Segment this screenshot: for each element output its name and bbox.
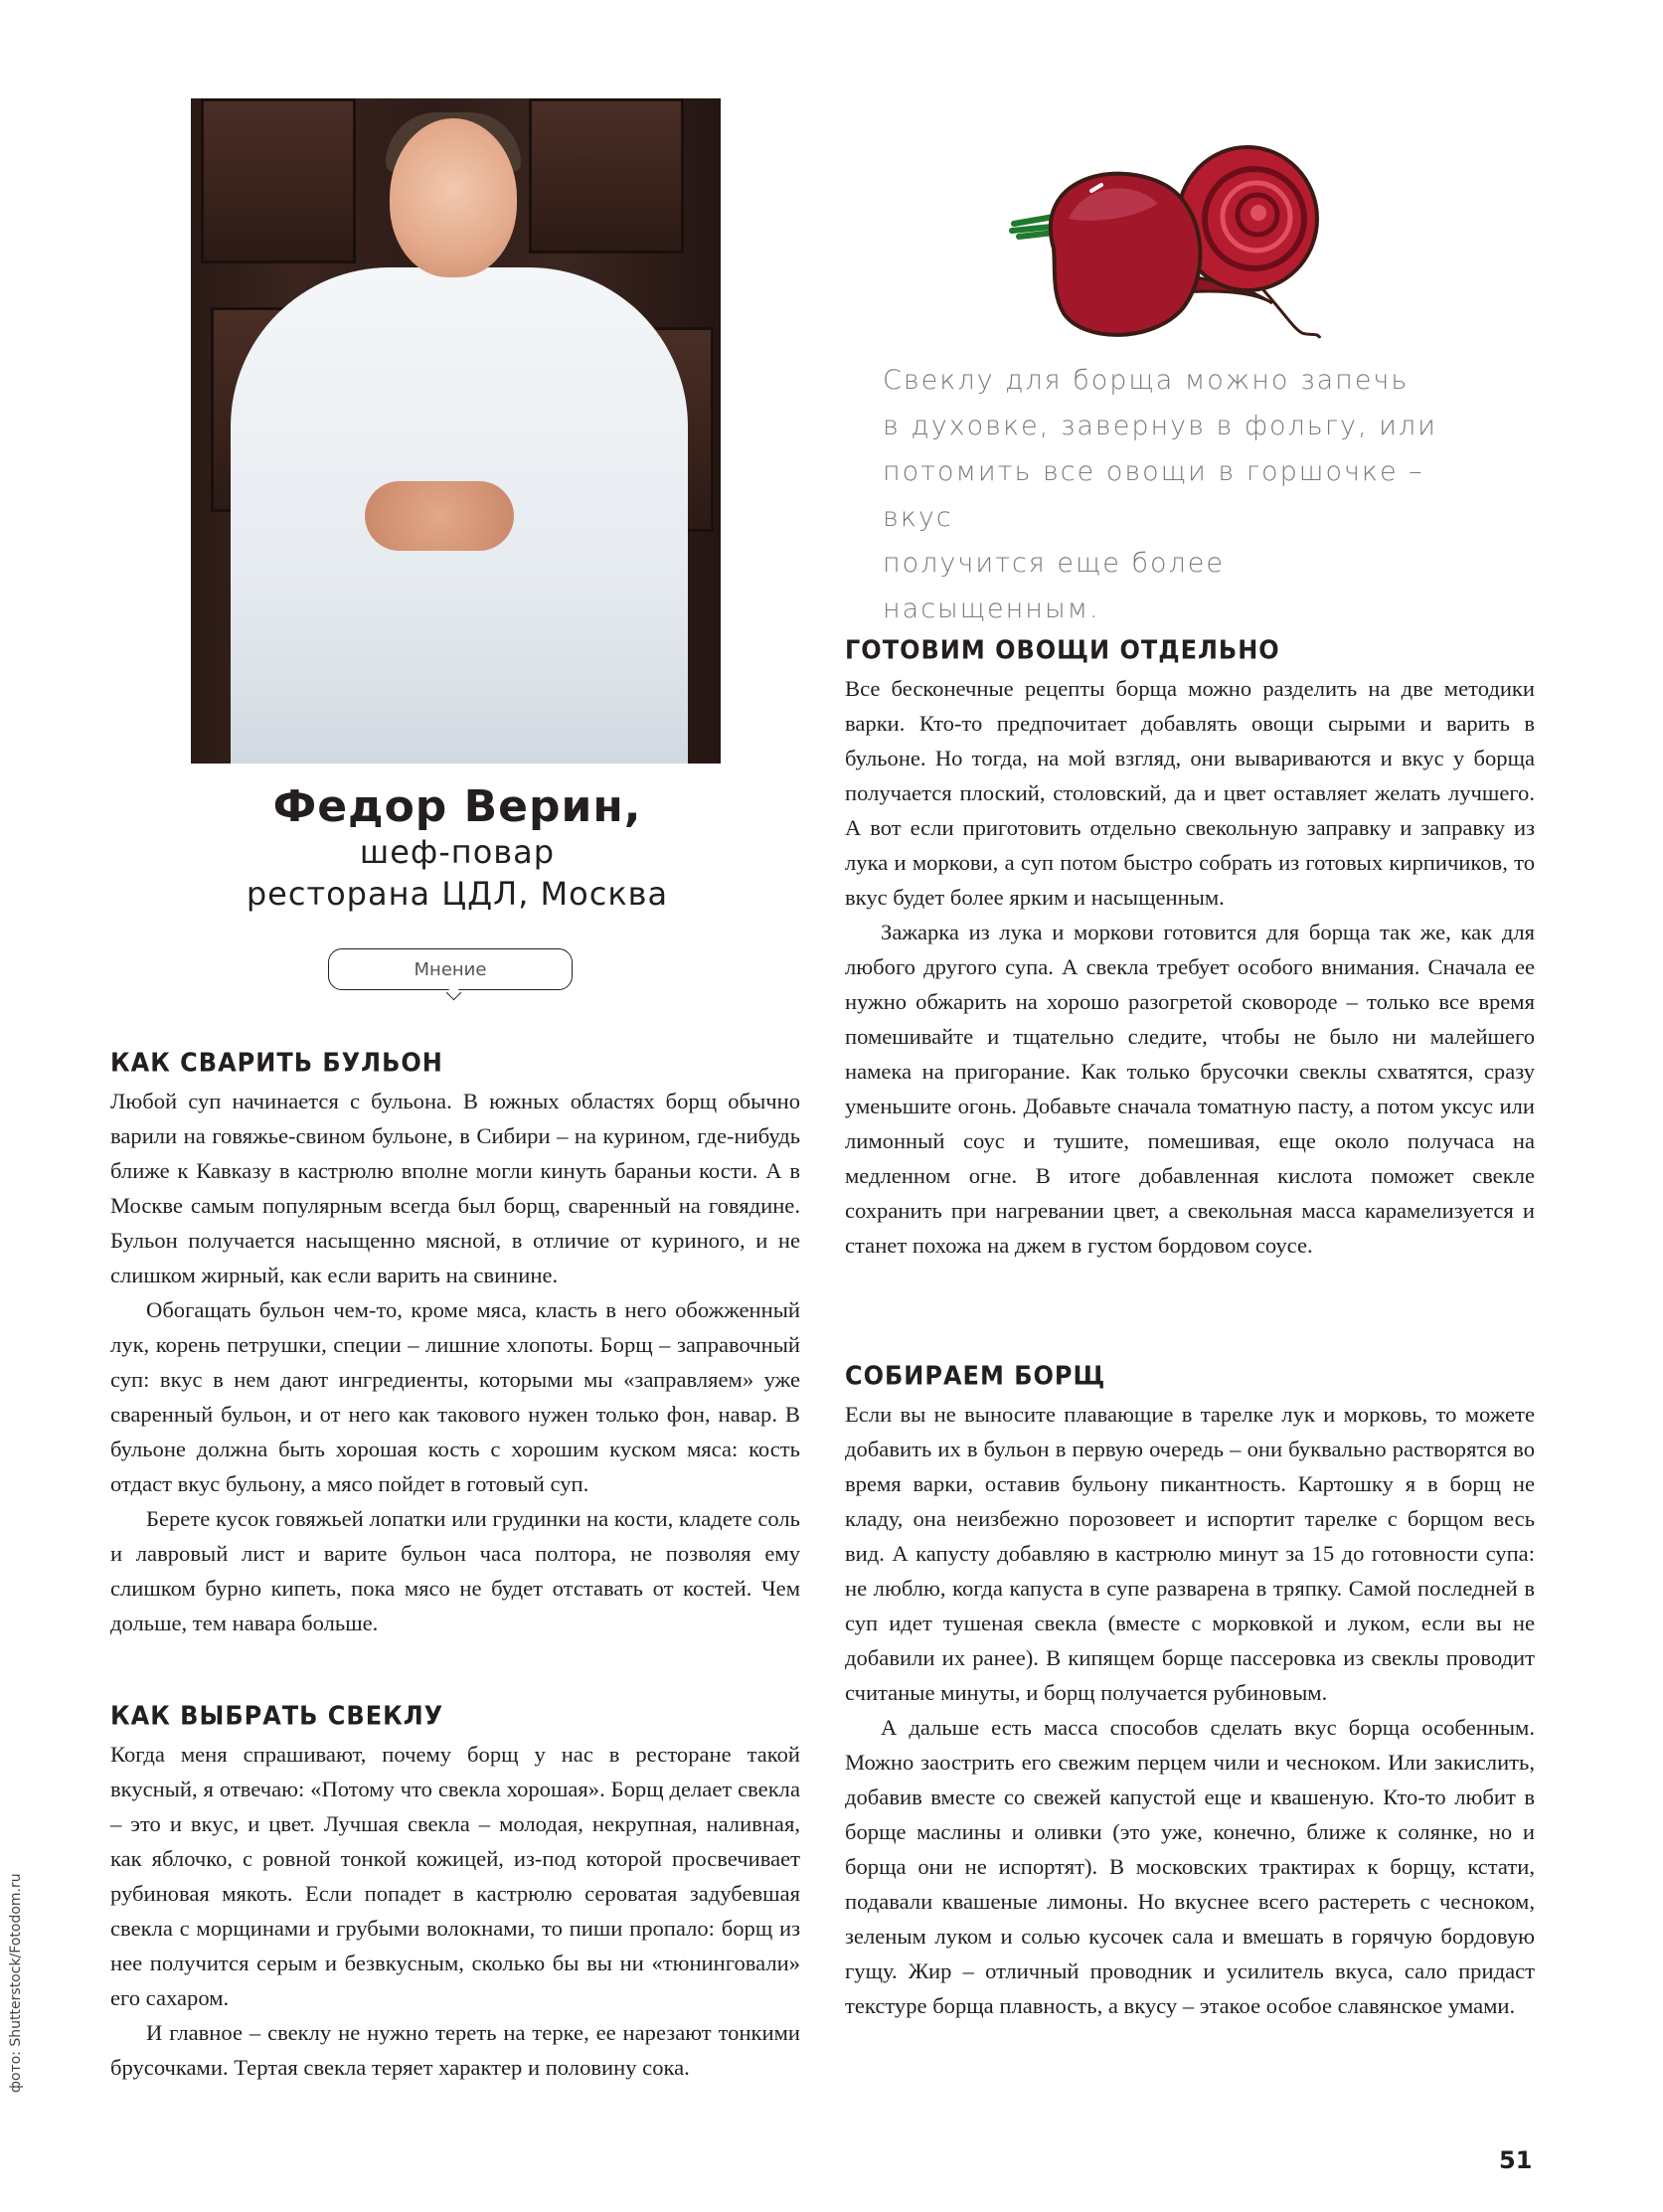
wood-panel — [529, 98, 684, 254]
section-heading-assembly: СОБИРАЕМ БОРЩ — [845, 1360, 1106, 1392]
section-body-beet — [110, 1737, 800, 2085]
beet-illustration — [974, 129, 1322, 348]
photo-credit: фото: Shutterstock/Fotodom.ru — [8, 1873, 24, 2093]
chef-hands — [365, 481, 514, 551]
paragraph: Любой суп начинается с бульона. В южных областях борщ обычно варили на говяжье-свином бульоне, в Сибири – на курином, где-нибудь ближе к Кавказу в кастрюлю вполне могли кинуть бараньи кости. А в Москве самым популярным всегда был борщ, сваренный на говядине. Бульон получается насыщенно мясной, в отличие от куриного, и не слишком жирный, как если варить на свинине. — [110, 1089, 800, 1287]
tip-line: в духовке, завернув в фольгу, или — [883, 411, 1437, 441]
chef-restaurant: ресторана ЦДЛ, Москва — [246, 875, 669, 913]
tip-line: потомить все овощи в горшочке – вкус — [883, 456, 1424, 533]
paragraph: А дальше есть масса способов сделать вкус борща особенным. Можно заострить его свежим перцем чили и чесноком. Или закислить, добавив вместе со свежей капустой еще и квашеную. Кто-то любит в борще маслины и оливки (это уже, конечно, ближе к солянке, но и борща они не испортят). В московских трактирах к борщу, кстати, подавали квашеные лимоны. Но вкуснее всего растереть с чесноком, зеленым луком и солью кусочек сала и вмешать в горячую бордовую гущу. Жир – отличный проводник и усилитель вкуса, сало придаст текстуре борща плавность, а вкусу – этакое особое славянское умами. — [845, 1715, 1535, 2018]
wood-panel — [201, 98, 356, 263]
section-body-assembly — [845, 1397, 1535, 2023]
paragraph: Все бесконечные рецепты борща можно разделить на две методики варки. Кто-то предпочитает добавлять овощи сырыми и варить в бульоне. Но тогда, на мой взгляд, они вывариваются и вкус у борща получается плоский, столовский, да и цвет оставляет желать лучшего. А вот если приготовить отдельно свекольную заправку и заправку из лука и моркови, а суп потом быстро собрать из готовых кирпичиков, то вкус будет более ярким и насыщенным. — [845, 676, 1535, 910]
section-heading-vegetables: ГОТОВИМ ОВОЩИ ОТДЕЛЬНО — [845, 634, 1280, 666]
paragraph: Зажарка из лука и моркови готовится для борща так же, как для любого другого супа. А свекла требует особого внимания. Сначала ее нужно обжарить на хорошо разогретой сковороде – только все время помешивайте и тщательно следите, чтобы не было ни малейшего намека на пригорание. Как только брусочки свеклы схватятся, сразу уменьшите огонь. Добавьте сначала томатную пасту, а потом уксус или лимонный соус и тушите, помешивая, еще около получаса на медленном огне. В итоге добавленная кислота поможет свекле сохранить при нагревании цвет, а свекольная масса карамелизуется и станет похожа на джем в густом бордовом соусе. — [845, 920, 1535, 1258]
paragraph: Если вы не выносите плавающие в тарелке лук и морковь, то можете добавить их в бульон в первую очередь – они буквально растворятся во время варки, оставив бульону пикантность. Картошку я в борщ не кладу, она неизбежно порозовеет и испортит тарелке с борщом весь вид. А капусту добавляю в кастрюлю минут за 15 до готовности супа: не люблю, когда капуста в супе разварена в тряпку. Самой последней в суп идет тушеная свекла (вместе с морковкой и луком, если вы не добавили их ранее). В кипящем борще пассеровка из свеклы проводит считаные минуты, и борщ получается рубиновым. — [845, 1402, 1535, 1705]
chef-name: Федор Верин, — [272, 781, 642, 832]
tip-line: получится еще более насыщенным. — [883, 548, 1226, 624]
section-heading-beet: КАК ВЫБРАТЬ СВЕКЛУ — [110, 1700, 444, 1732]
chef-face — [390, 118, 517, 277]
section-body-vegetables — [845, 671, 1535, 1263]
opinion-badge — [328, 948, 573, 990]
section-body-broth — [110, 1084, 800, 1640]
paragraph: И главное – свеклу не нужно тереть на терке, ее нарезают тонкими брусочками. Тертая свекла теряет характер и половину сока. — [110, 2020, 800, 2080]
tip-line: Свеклу для борща можно запечь — [883, 365, 1410, 396]
tip-callout — [883, 358, 1439, 632]
paragraph: Берете кусок говяжьей лопатки или грудинки на кости, кладете соль и лавровый лист и варите бульон часа полтора, не позволяя ему слишком бурно кипеть, пока мясо не будет отставать от костей. Чем дольше, тем навара больше. — [110, 1506, 800, 1635]
page-number: 51 — [1499, 2146, 1533, 2174]
beet-leaves-icon — [1012, 217, 1054, 237]
chef-role: шеф-повар — [359, 833, 556, 871]
chef-photo — [191, 98, 721, 764]
section-heading-broth: КАК СВАРИТЬ БУЛЬОН — [110, 1047, 443, 1079]
paragraph: Когда меня спрашивают, почему борщ у нас в ресторане такой вкусный, я отвечаю: «Потому что свекла хорошая». Борщ делает свекла – это и вкус, и цвет. Лучшая свекла – молодая, некрупная, наливная, как яблочко, с ровной тонкой кожицей, из-под которой просвечивает рубиновая мякоть. Если попадет в кастрюлю сероватая задубевшая свекла с морщинами и грубыми волокнами, то пиши пропало: борщ из нее получится серым и безвкусным, сколько бы вы ни «тюнинговали» его сахаром. — [110, 1742, 800, 2010]
opinion-badge-label: Мнение — [414, 958, 487, 980]
paragraph: Обогащать бульон чем-то, кроме мяса, класть в него обожженный лук, корень петрушки, специи – лишние хлопоты. Борщ – заправочный суп: вкус в нем дают ингредиенты, которыми мы «заправляем» уже сваренный бульон, и от него как такового нужен только фон, навар. В бульоне должна быть хорошая кость с хорошим куском мяса: кость отдаст вкус бульону, а мясо пойдет в готовый суп. — [110, 1297, 800, 1496]
